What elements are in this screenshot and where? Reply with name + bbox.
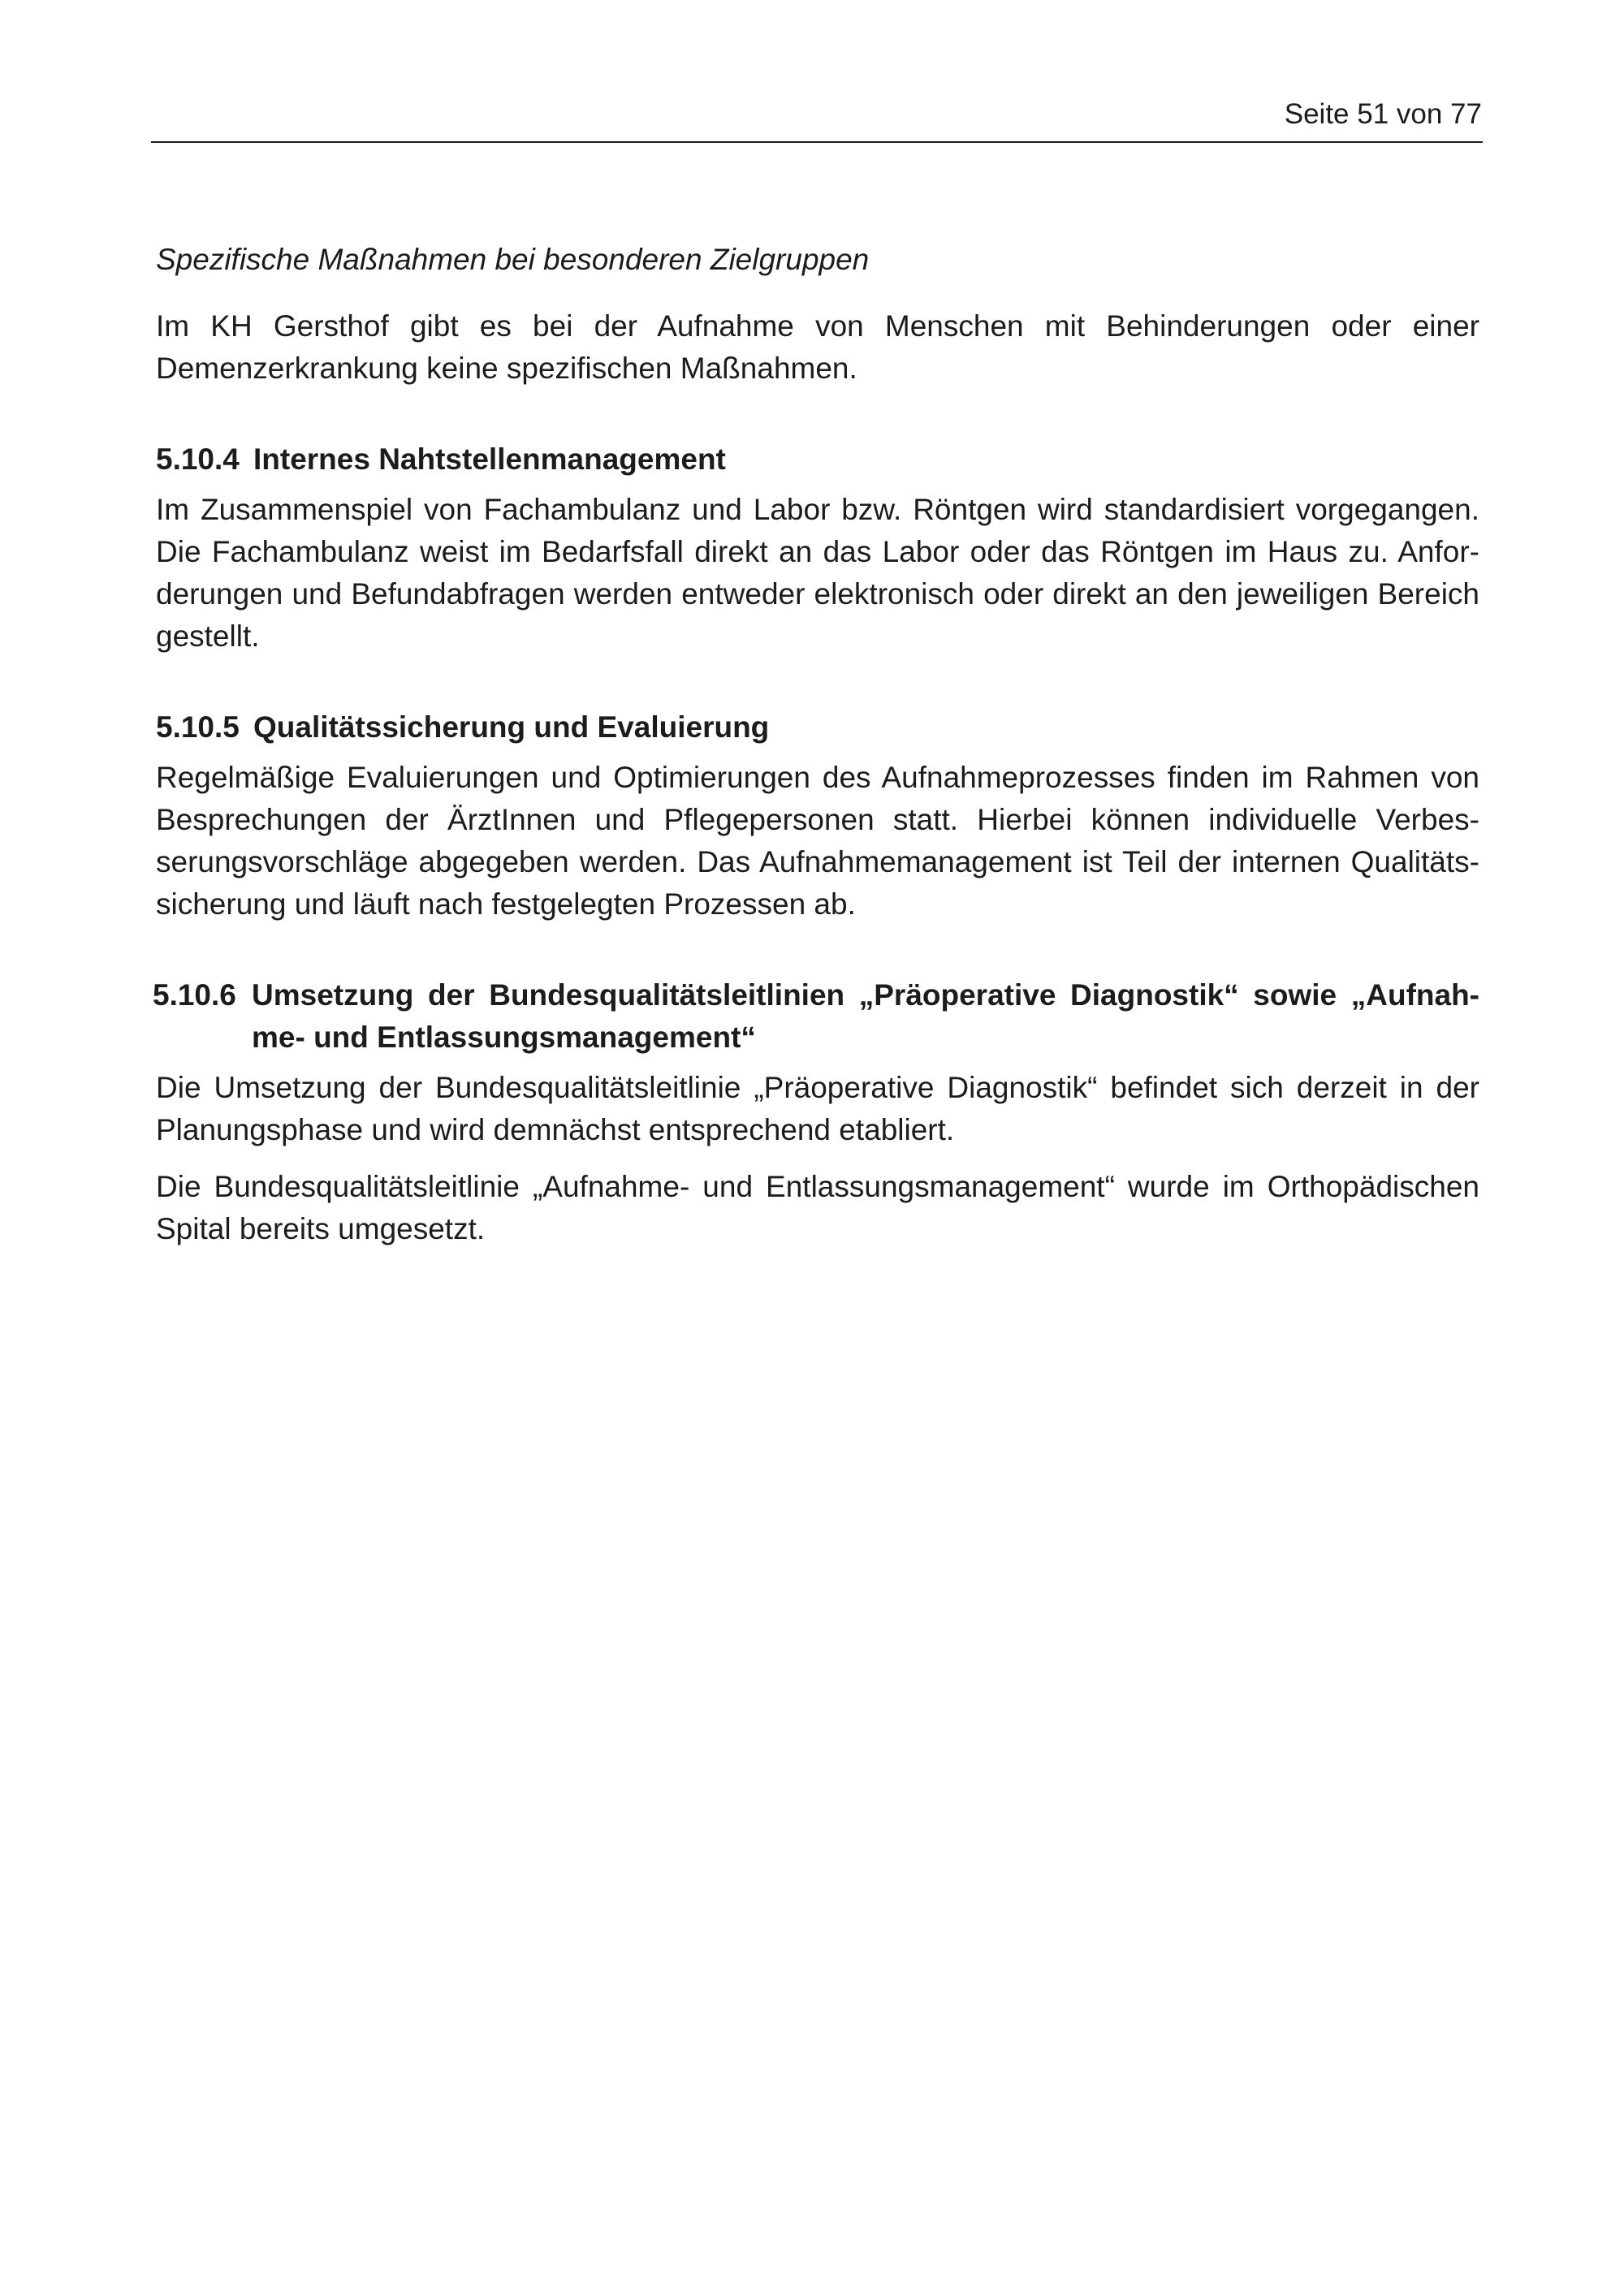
page-number: Seite 51 von 77 (1284, 98, 1482, 130)
section-heading (153, 974, 1479, 1059)
section-paragraph: Im Zusammenspiel von Fachambulanz und Labor bzw. Röntgen wird standardisiert vorgegangen. Die Fachambulanz weist im Bedarfsfall direkt an das Labor oder das Röntgen im Haus zu. Anforderungen und Befundabfragen werden entweder elektronisch oder direkt an den jeweiligen Bereich gestellt. (156, 493, 1479, 653)
section-paragraph: Die Umsetzung der Bundesqualitätsleitlinie „Präoperative Diagnostik“ befindet sich derzeit in der Planungsphase und wird demnächst entsprechend etabliert. (156, 1071, 1479, 1146)
section-heading (156, 706, 1479, 749)
header-divider (151, 141, 1483, 143)
intro-paragraph: Im KH Gersthof gibt es bei der Aufnahme von Menschen mit Behinderungen oder einer Demenzerkrankung keine spezifischen Maßnahmen. (156, 309, 1479, 385)
section-title: Internes Nahtstellenmanagement (253, 442, 726, 476)
section-5-10-6 (153, 974, 1479, 1250)
intro-subtitle: Spezifische Maßnahmen bei besonderen Zielgruppen (156, 243, 870, 276)
section-5-10-5 (156, 706, 1479, 926)
page-body (153, 239, 1479, 1250)
section-5-10-4 (156, 438, 1479, 658)
section-paragraph: Die Bundesqualitätsleitlinie „Aufnahme- und Entlassungsmanagement“ wurde im Orthopädischen Spital bereits umgesetzt. (156, 1170, 1479, 1245)
section-number: 5.10.6 (153, 978, 236, 1012)
section-number: 5.10.5 (156, 710, 240, 744)
section-title: Umsetzung der Bundesqualitätsleitlinien „Präoperative Diagnostik“ sowie „Aufnahme- und Entlassungsmanagement“ (252, 978, 1479, 1054)
section-heading (156, 438, 1479, 481)
section-paragraph: Regelmäßige Evaluierungen und Optimierungen des Aufnahmeprozesses finden im Rahmen von Besprechungen der ÄrztInnen und Pflegepersonen statt. Hierbei können individuelle Verbesserungsvorschläge abgegeben werden. Das Aufnahmemanagement ist Teil der internen Qualitätssicherung und läuft nach festgelegten Prozessen ab. (156, 761, 1479, 921)
section-number: 5.10.4 (156, 442, 240, 476)
section-title: Qualitätssicherung und Evaluierung (253, 710, 770, 744)
